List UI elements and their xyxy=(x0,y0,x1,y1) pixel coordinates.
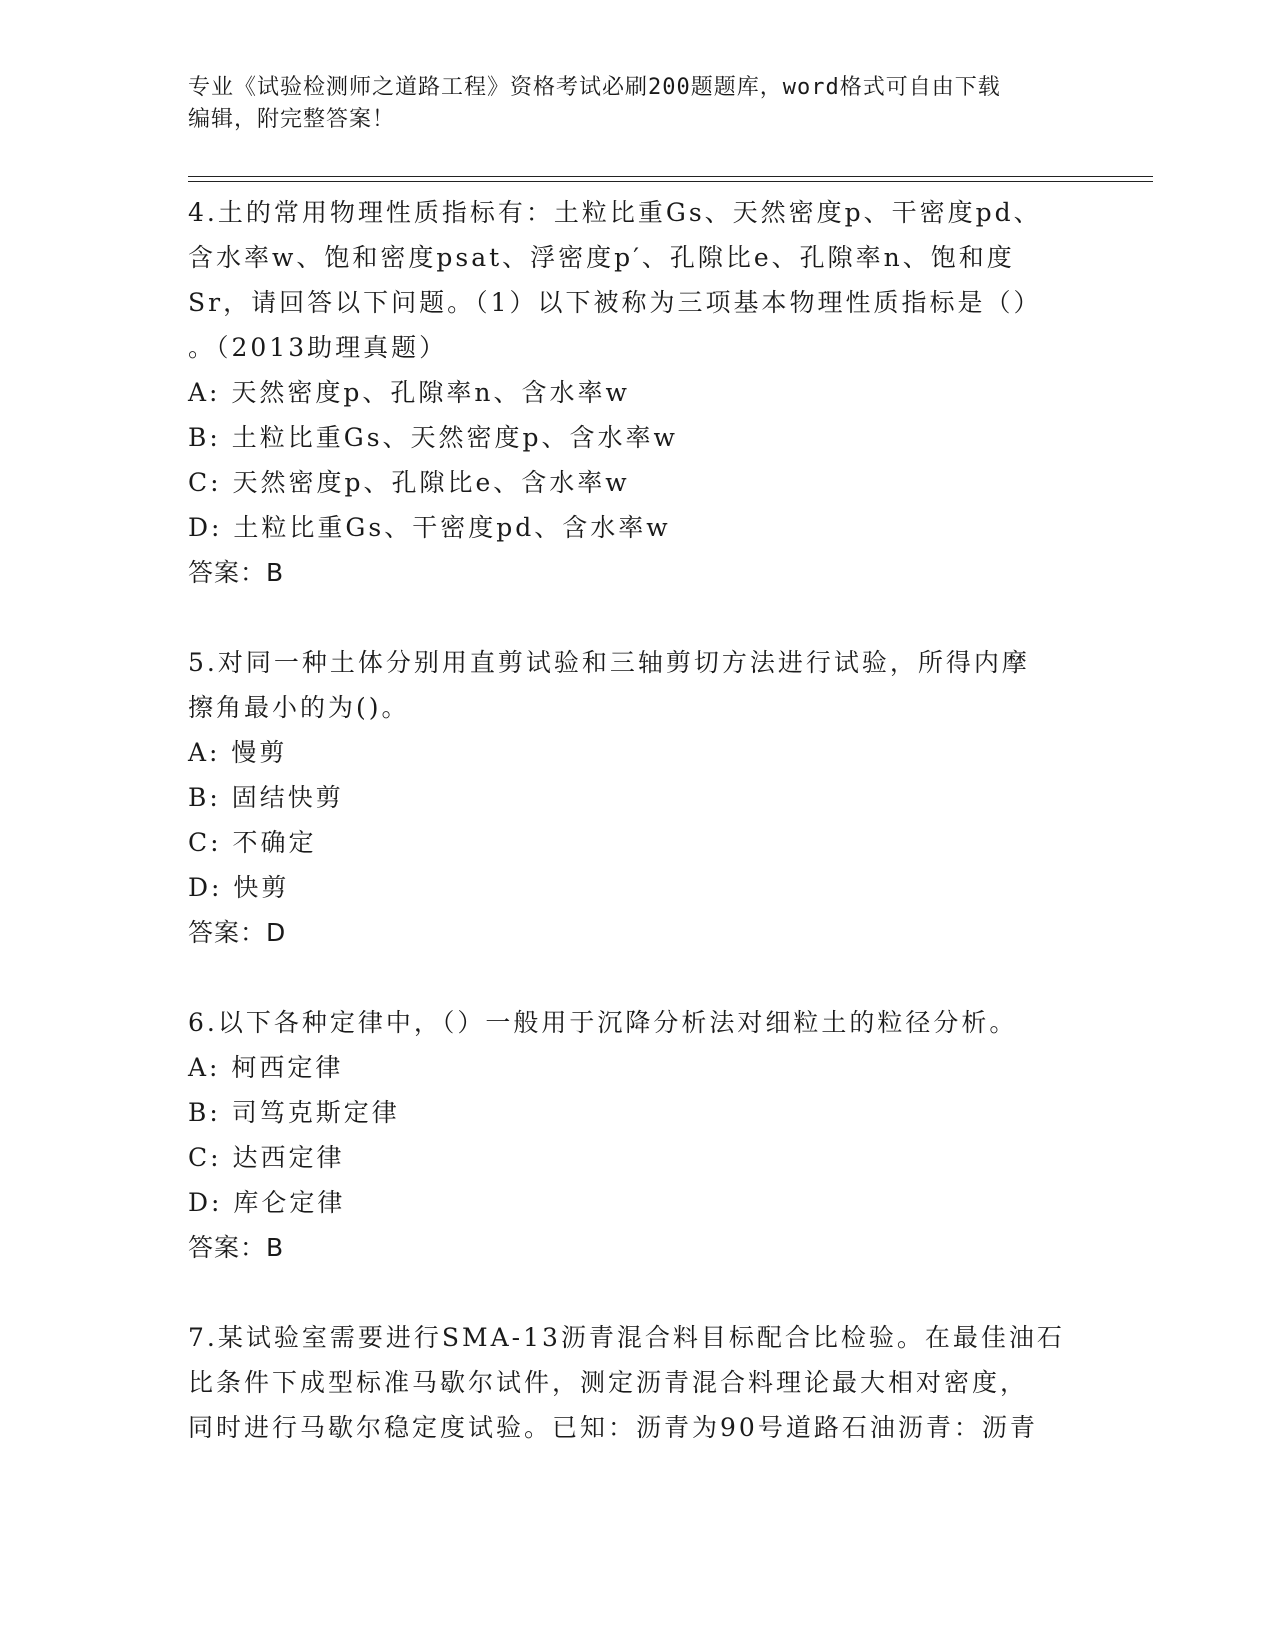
question-7 xyxy=(188,1315,1088,1450)
header-divider-bottom xyxy=(188,181,1153,182)
answer: 答案：D xyxy=(188,918,287,947)
option-b: B: 司笃克斯定律 xyxy=(188,1098,400,1127)
stem-line: Sr，请回答以下问题。（1）以下被称为三项基本物理性质指标是（） xyxy=(188,288,1042,317)
question-6 xyxy=(188,1000,1088,1270)
header-line-1: 专业《试验检测师之道路工程》资格考试必刷200题题库，word格式可自由下载 xyxy=(188,75,1001,100)
stem-line: 。（2013助理真题） xyxy=(188,333,448,362)
stem-line: 6.以下各种定律中，（）一般用于沉降分析法对细粒土的粒径分析。 xyxy=(188,1008,1018,1037)
option-c: C: 达西定律 xyxy=(188,1143,345,1172)
option-d: D: 快剪 xyxy=(188,873,290,902)
stem-line: 4.土的常用物理性质指标有：土粒比重Gs、天然密度p、干密度pd、 xyxy=(188,198,1042,227)
option-a: A: 慢剪 xyxy=(188,738,288,767)
document-header xyxy=(188,72,1068,136)
option-b: B: 土粒比重Gs、天然密度p、含水率w xyxy=(188,423,678,452)
answer: 答案：B xyxy=(188,1233,285,1262)
option-d: D: 库仑定律 xyxy=(188,1188,346,1217)
stem-line: 5.对同一种土体分别用直剪试验和三轴剪切方法进行试验，所得内摩 xyxy=(188,648,1030,677)
header-divider-top xyxy=(188,176,1153,177)
option-a: A: 天然密度p、孔隙率n、含水率w xyxy=(188,378,630,407)
question-stem xyxy=(188,1315,1088,1450)
question-5 xyxy=(188,640,1088,955)
question-list xyxy=(188,190,1088,1450)
stem-line: 同时进行马歇尔稳定度试验。已知：沥青为90号道路石油沥青：沥青 xyxy=(188,1413,1038,1442)
header-line-2: 编辑，附完整答案！ xyxy=(188,107,396,132)
stem-line: 含水率w、饱和密度psat、浮密度p′、孔隙比e、孔隙率n、饱和度 xyxy=(188,243,1015,272)
option-c: C: 不确定 xyxy=(188,828,317,857)
stem-line: 比条件下成型标准马歇尔试件，测定沥青混合料理论最大相对密度， xyxy=(188,1368,1029,1397)
question-stem xyxy=(188,190,1088,370)
stem-line: 擦角最小的为()。 xyxy=(188,693,410,722)
question-spacer xyxy=(188,955,1088,1000)
option-b: B: 固结快剪 xyxy=(188,783,344,812)
answer: 答案：B xyxy=(188,558,285,587)
question-4 xyxy=(188,190,1088,595)
question-stem xyxy=(188,1000,1088,1045)
option-c: C: 天然密度p、孔隙比e、含水率w xyxy=(188,468,630,497)
question-spacer xyxy=(188,1270,1088,1315)
question-spacer xyxy=(188,595,1088,640)
stem-line: 7.某试验室需要进行SMA-13沥青混合料目标配合比检验。在最佳油石 xyxy=(188,1323,1065,1352)
option-d: D: 土粒比重Gs、干密度pd、含水率w xyxy=(188,513,671,542)
question-stem xyxy=(188,640,1088,730)
option-a: A: 柯西定律 xyxy=(188,1053,344,1082)
